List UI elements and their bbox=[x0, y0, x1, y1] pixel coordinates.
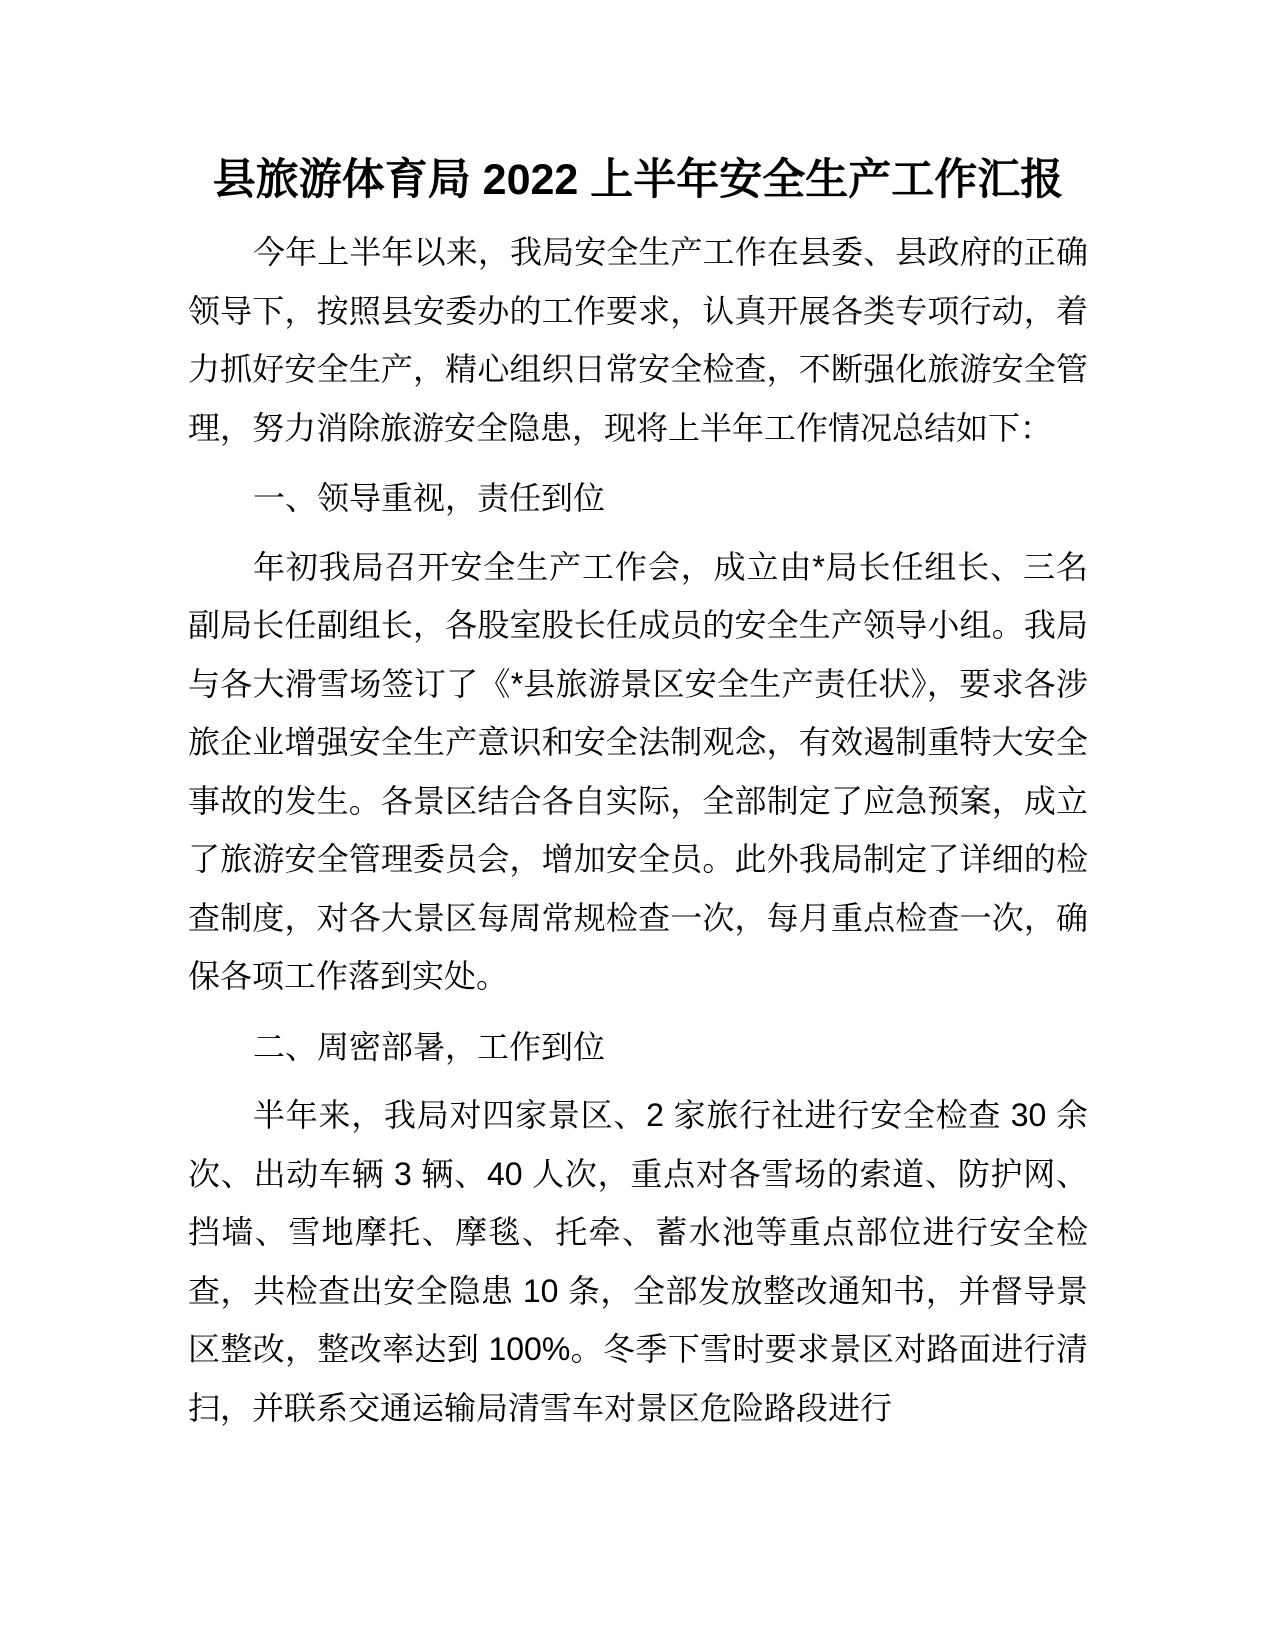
paragraph-intro: 今年上半年以来，我局安全生产工作在县委、县政府的正确领导下，按照县安委办的工作要求，认真开展各类专项行动，着力抓好安全生产，精心组织日常安全检查，不断强化旅游安全管理，努力消除旅游安全隐患，现将上半年工作情况总结如下： bbox=[188, 234, 1088, 446]
paragraph-section-2-body: 半年来，我局对四家景区、2 家旅行社进行安全检查 30 余次、出动车辆 3 辆、40 人次，重点对各雪场的索道、防护网、挡墙、雪地摩托、摩毯、托牵、蓄水池等重点部位进行安全检查，共检查出安全隐患 10 条，全部发放整改通知书，并督导景区整改，整改率达到 100%。冬季下雪时要求景区对路面进行清扫，并联系交通运输局清雪车对景区危险路段进行 bbox=[188, 1097, 1088, 1426]
section-heading-2: 二、周密部暑，工作到位 bbox=[253, 1028, 606, 1065]
paragraph-section-1-body: 年初我局召开安全生产工作会，成立由*局长任组长、三名副局长任副组长，各股室股长任成员的安全生产领导小组。我局与各大滑雪场签订了《*县旅游景区安全生产责任状》，要求各涉旅企业增强安全生产意识和安全法制观念，有效遏制重特大安全事故的发生。各景区结合各自实际，全部制定了应急预案，成立了旅游安全管理委员会，增加安全员。此外我局制定了详细的检查制度，对各大景区每周常规检查一次，每月重点检查一次，确保各项工作落到实处。 bbox=[188, 548, 1088, 994]
section-heading-1: 一、领导重视，责任到位 bbox=[253, 480, 606, 516]
document-title: 县旅游体育局 2022 上半年安全生产工作汇报 bbox=[212, 156, 1064, 204]
